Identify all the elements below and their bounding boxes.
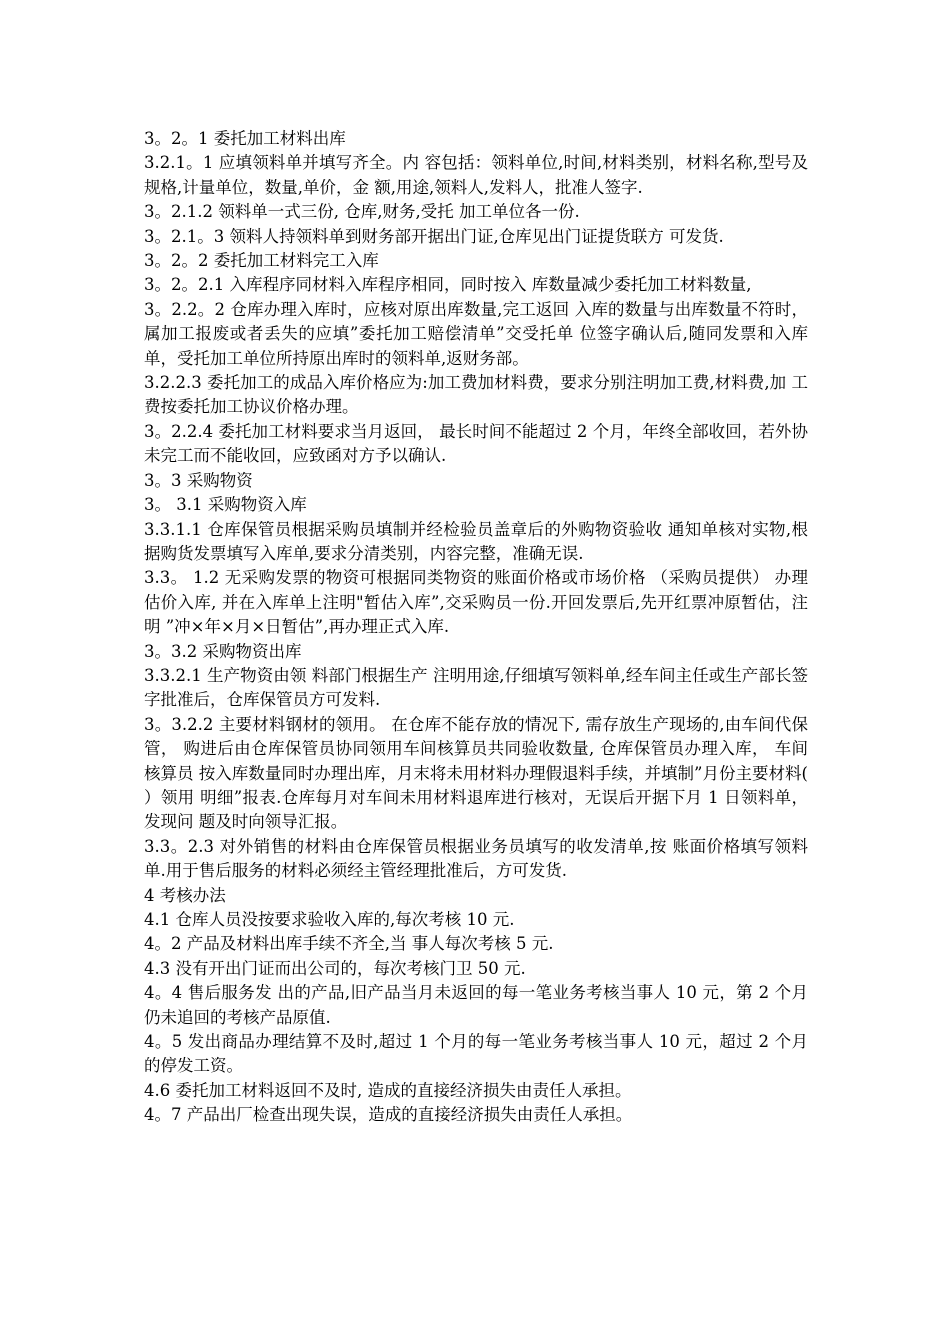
section-heading-3-3-2: 3。3.2 采购物资出库 xyxy=(144,641,302,661)
paragraph-3-2-2-1: 3。2。2.1 入库程序同材料入库程序相同，同时按入 库数量减少委托加工材料数量, xyxy=(144,275,752,295)
paragraph-4-5: 4。5 发出商品办理结算不及时,超过 1 个月的每一笔业务考核当事人 10 元，超过 2 个月的停发工资。 xyxy=(144,1032,808,1076)
paragraph-3-3-2-3: 3.3。2.3 对外销售的材料由仓库保管员根据业务员填写的收发清单,按 账面价格填写领料单.用于售后服务的材料必须经主管经理批准后，方可发货. xyxy=(144,836,808,881)
paragraph-4-2: 4。2 产品及材料出库手续不齐全,当 事人每次考核 5 元. xyxy=(144,934,554,954)
paragraph-3-3-1-1: 3.3.1.1 仓库保管员根据采购员填制并经检验员盖章后的外购物资验收 通知单核对实物,根据购货发票填写入库单,要求分清类别，内容完整，准确无误. xyxy=(144,519,808,563)
paragraph-3-2-1-3: 3。2.1。3 领料人持领料单到财务部开据出门证,仓库见出门证提货联方 可发货. xyxy=(144,226,724,246)
paragraph-4-6: 4.6 委托加工材料返回不及时, 造成的直接经济损失由责任人承担。 xyxy=(144,1080,632,1100)
paragraph-3-3-2-2: 3。3.2.2 主要材料钢材的领用。 在仓库不能存放的情况下, 需存放生产现场的,由车间代保管， 购进后由仓库保管员协同领用车间核算员共同验收数量, 仓库保管员办理入库， 车间核算员 按入库数量同时办理出库，月末将未用材料办理假退料手续，并填制”月份主要材料( ）领用 明细”报表.仓库每月对车间未用材料退库进行核对，无误后开据下月 1 日领料单，发现问 题及时向领导汇报。 xyxy=(144,714,808,832)
section-heading-3-2-1: 3。2。1 委托加工材料出库 xyxy=(144,129,346,148)
paragraph-3-2-2-2: 3。2.2。2 仓库办理入库时，应核对原出库数量,完工返回 入库的数量与出库数量不符时，属加工报废或者丢失的应填”委托加工赔偿清单”交受托单 位签字确认后,随同发票和入库单，受托加工单位所持原出库时的领料单,返财务部。 xyxy=(144,299,808,368)
paragraph-4-3: 4.3 没有开出门证而出公司的，每次考核门卫 50 元. xyxy=(144,958,526,978)
paragraph-3-2-2-4: 3。2.2.4 委托加工材料要求当月返回， 最长时间不能超过 2 个月，年终全部收回，若外协未完工而不能收回，应致函对方予以确认. xyxy=(144,421,808,466)
paragraph-3-2-2-3: 3.2.2.3 委托加工的成品入库价格应为:加工费加材料费，要求分别注明加工费,材料费,加 工费按委托加工协议价格办理。 xyxy=(144,373,808,417)
paragraph-4-1: 4.1 仓库人员没按要求验收入库的,每次考核 10 元. xyxy=(144,910,515,929)
paragraph-3-2-1-2: 3。2.1.2 领料单一式三份, 仓库,财务,受托 加工单位各一份. xyxy=(144,202,580,222)
section-heading-3-2-2: 3。2。2 委托加工材料完工入库 xyxy=(144,251,379,271)
paragraph-4-7: 4。7 产品出厂检查出现失误，造成的直接经济损失由责任人承担。 xyxy=(144,1105,633,1125)
section-heading-3-3: 3。3 采购物资 xyxy=(144,470,253,490)
document-body xyxy=(144,127,808,1128)
section-heading-3-3-1: 3。 3.1 采购物资入库 xyxy=(144,495,307,515)
paragraph-3-3-2-1: 3.3.2.1 生产物资由领 料部门根据生产 注明用途,仔细填写领料单,经车间主任或生产部长签字批准后，仓库保管员方可发料. xyxy=(144,665,808,710)
paragraph-3-2-1-1: 3.2.1。1 应填领料单并填写齐全。内 容包括：领料单位,时间,材料类别，材料名称,型号及规格,计量单位，数量,单价，金 额,用途,领料人,发料人，批准人签字. xyxy=(144,153,808,197)
paragraph-4-4: 4。4 售后服务发 出的产品,旧产品当月未返回的每一笔业务考核当事人 10 元，第 2 个月仍未追回的考核产品原值. xyxy=(144,983,808,1027)
paragraph-3-3-1-2: 3.3。 1.2 无采购发票的物资可根据同类物资的账面价格或市场价格 （采购员提供） 办理估价入库, 并在入库单上注明"暂估入库”,交采购员一份.开回发票后,先开红票冲原暂估，注明 ”冲×年×月×日暂估”,再办理正式入库. xyxy=(144,568,808,637)
section-heading-4: 4 考核办法 xyxy=(144,885,226,905)
